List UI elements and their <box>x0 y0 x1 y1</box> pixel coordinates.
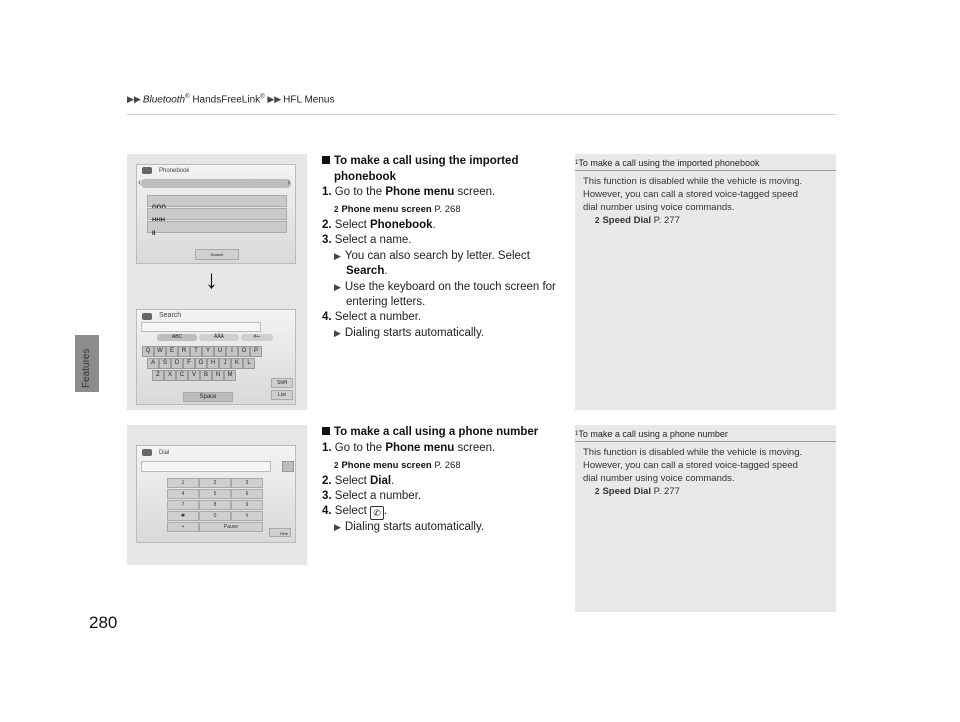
note-marker: 1 <box>575 160 579 166</box>
section2-step3 <box>322 489 421 504</box>
ref-title: Phone menu screen <box>341 204 432 215</box>
step-number: 4. <box>322 311 332 323</box>
step-text: Go to the <box>334 442 386 454</box>
step-text: Select a number. <box>334 311 422 323</box>
section2-step1 <box>322 441 495 456</box>
keyboard-key: K <box>231 358 243 369</box>
dial-key: + <box>167 522 199 532</box>
keyboard-key: B <box>200 370 212 381</box>
keyboard-key: S <box>159 358 171 369</box>
keyboard-key: I <box>226 346 238 357</box>
breadcrumb <box>127 94 335 105</box>
sub-text: . <box>384 265 388 277</box>
contact-row <box>147 195 287 207</box>
ref-page: P. 268 <box>431 204 461 215</box>
keyboard-key: Y <box>202 346 214 357</box>
section1-step4 <box>322 310 421 325</box>
step-text: . <box>391 475 395 487</box>
keyboard-key: Q <box>142 346 154 357</box>
keyboard-key: U <box>214 346 226 357</box>
dial-key: 3 <box>231 478 263 488</box>
note1-title <box>575 158 759 168</box>
step-text: Go to the <box>334 186 386 198</box>
step-bold: Dial <box>369 475 392 487</box>
phone-icon <box>142 167 152 174</box>
page-number: 280 <box>89 613 118 632</box>
space-key: Space <box>183 392 233 402</box>
note-marker: 1 <box>575 431 579 437</box>
step-text: Select <box>334 505 370 517</box>
chevron-left-icon: ‹ <box>138 177 142 188</box>
sub-text: Dialing starts automatically. <box>344 521 485 533</box>
sub-text: You can also search by letter. Select <box>344 250 530 262</box>
note2-line2: However, you can call a stored voice-tagged speed <box>583 460 798 471</box>
ref-page: P. 277 <box>651 486 680 497</box>
dial-key: 4 <box>167 489 199 499</box>
note1-ref[interactable] <box>595 214 680 227</box>
section1-heading <box>322 155 518 167</box>
bullet-triangle-icon: ▶ <box>334 328 341 338</box>
phone-icon <box>142 313 152 320</box>
bullet-triangle-icon: ▶ <box>334 522 341 532</box>
section2-step4 <box>322 504 387 520</box>
keyboard-key: F <box>183 358 195 369</box>
note2-line3: dial number using voice commands. <box>583 473 735 484</box>
step-number: 1. <box>322 186 332 198</box>
contact-row <box>147 221 287 237</box>
reference-arrow-icon: 2 <box>595 487 600 496</box>
reference-arrow-icon: 2 <box>334 461 339 470</box>
section2-heading-text: To make a call using a phone number <box>334 426 539 438</box>
note-title-text: To make a call using a phone number <box>578 429 728 439</box>
ref-title: Phone menu screen <box>341 460 432 471</box>
note2-ref[interactable] <box>595 485 680 498</box>
breadcrumb-arrow-icon: ▶▶ <box>127 94 141 105</box>
reference-arrow-icon: 2 <box>595 216 600 225</box>
section1-ref1[interactable] <box>334 204 461 215</box>
ref-title: Speed Dial <box>602 215 652 226</box>
keyboard-key: V <box>188 370 200 381</box>
section2-heading <box>322 426 538 438</box>
search-button: Search <box>195 249 239 260</box>
backspace-button <box>282 461 294 472</box>
note1-divider <box>575 170 836 171</box>
section1-sub3 <box>334 326 484 341</box>
keyboard-key: H <box>207 358 219 369</box>
note-title-text: To make a call using the imported phonebook <box>578 158 760 168</box>
section1-sub2 <box>334 280 556 295</box>
keyboard-key: P <box>250 346 262 357</box>
dial-key: Pause <box>199 522 263 532</box>
ref-page: P. 268 <box>431 460 461 471</box>
step-number: 2. <box>322 475 332 487</box>
alphabet-tabs <box>141 179 291 188</box>
number-display <box>141 461 271 472</box>
keyboard-key: W <box>154 346 166 357</box>
dial-key: ✱ <box>167 511 199 521</box>
breadcrumb-handsfreelink: HandsFreeLink <box>192 94 261 106</box>
chevron-right-icon: › <box>287 177 291 188</box>
note2-line1: This function is disabled while the vehicle is moving. <box>583 447 803 458</box>
step-text: Select a number. <box>334 490 422 502</box>
note1-line2: However, you can call a stored voice-tagged speed <box>583 189 798 200</box>
dial-key: 7 <box>167 500 199 510</box>
step-number: 3. <box>322 234 332 246</box>
note1-line3: dial number using voice commands. <box>583 202 735 213</box>
keyboard-key: M <box>224 370 236 381</box>
step-text: . <box>383 505 388 517</box>
header-divider <box>127 114 836 115</box>
contact-name: II <box>152 231 156 237</box>
bullet-triangle-icon: ▶ <box>334 282 341 292</box>
keyboard-key: X <box>164 370 176 381</box>
section1-sub1 <box>334 249 530 264</box>
keyboard-key: E <box>166 346 178 357</box>
keyboard-key: T <box>190 346 202 357</box>
step-number: 3. <box>322 490 332 502</box>
bullet-triangle-icon: ▶ <box>334 251 341 261</box>
step-number: 2. <box>322 219 332 231</box>
breadcrumb-bluetooth: Bluetooth <box>142 94 186 106</box>
call-button <box>269 528 291 537</box>
dial-title: Dial <box>159 450 170 456</box>
phone-icon <box>142 449 152 456</box>
step-text: Select a name. <box>334 234 412 246</box>
dial-key: 8 <box>199 500 231 510</box>
dial-key: 9 <box>231 500 263 510</box>
chapter-label: Features <box>81 348 92 388</box>
input-field <box>141 322 261 332</box>
step-number: 4. <box>322 505 332 517</box>
dial-key: 2 <box>199 478 231 488</box>
ref-page: P. 277 <box>651 215 680 226</box>
section-marker-icon <box>322 427 330 435</box>
illustration-panel-2 <box>127 425 307 565</box>
step-text: Select <box>334 219 370 231</box>
step-bold: Phone menu <box>385 186 455 198</box>
keyboard-key: J <box>219 358 231 369</box>
reference-arrow-icon: 2 <box>334 205 339 214</box>
arrow-down-icon: ↓ <box>205 264 218 294</box>
step-bold: Phonebook <box>369 219 433 231</box>
section1-step1 <box>322 185 495 200</box>
step-text: Select <box>334 475 370 487</box>
sub-text: Dialing starts automatically. <box>344 327 485 339</box>
illustration-panel-1 <box>127 154 307 410</box>
phonebook-screenshot <box>136 164 296 264</box>
dial-key: 0 <box>199 511 231 521</box>
keyboard-key: L <box>243 358 255 369</box>
note2-title <box>575 429 728 439</box>
breadcrumb-hfl-menus: HFL Menus <box>283 94 335 106</box>
keyboard-key: O <box>238 346 250 357</box>
shift-key: Shift <box>271 378 293 388</box>
dial-key: 5 <box>199 489 231 499</box>
dial-key: 6 <box>231 489 263 499</box>
keyboard-tab: #+- <box>241 334 273 341</box>
step-bold: Phone menu <box>385 442 455 454</box>
phonebook-title: Phonebook <box>159 168 190 174</box>
keyboard-key: N <box>212 370 224 381</box>
sub-bold: Search <box>346 265 385 277</box>
keyboard-key: C <box>176 370 188 381</box>
hide-label: Hide <box>279 531 288 536</box>
keyboard-tab: ABC <box>157 334 197 341</box>
list-key: List <box>271 390 293 400</box>
ref-title: Speed Dial <box>602 486 652 497</box>
keyboard-tab: ÄÂÄ <box>199 334 239 341</box>
contact-row <box>147 208 287 220</box>
keyboard-key: G <box>195 358 207 369</box>
dial-key: 1 <box>167 478 199 488</box>
section1-heading-2: phonebook <box>334 171 396 183</box>
section1-sub1-line2 <box>346 264 388 279</box>
step-number: 1. <box>322 442 332 454</box>
section1-sub2-line2: entering letters. <box>346 296 426 308</box>
section2-step2 <box>322 474 394 489</box>
keyboard-key: Z <box>152 370 164 381</box>
dial-screenshot <box>136 445 296 543</box>
step-text: . <box>432 219 436 231</box>
dial-key: # <box>231 511 263 521</box>
section2-ref1[interactable] <box>334 460 461 471</box>
search-title: Search <box>159 312 182 319</box>
step-text: screen. <box>454 186 496 198</box>
section1-heading-line1: To make a call using the imported <box>334 155 519 167</box>
keyboard-key: A <box>147 358 159 369</box>
section1-step2 <box>322 218 436 233</box>
section2-sub1 <box>334 520 484 535</box>
sub-text: Use the keyboard on the touch screen for <box>344 281 556 293</box>
note2-divider <box>575 441 836 442</box>
registered-mark: ® <box>185 94 190 100</box>
step-text: screen. <box>454 442 496 454</box>
search-keyboard-screenshot <box>136 309 296 405</box>
breadcrumb-arrow-icon: ▶▶ <box>267 94 282 105</box>
registered-mark: ® <box>260 94 265 100</box>
keyboard-key: D <box>171 358 183 369</box>
note1-line1: This function is disabled while the vehicle is moving. <box>583 176 803 187</box>
section1-step3 <box>322 233 412 248</box>
section-marker-icon <box>322 156 330 164</box>
keyboard-key: R <box>178 346 190 357</box>
call-icon: ✆ <box>370 506 384 520</box>
